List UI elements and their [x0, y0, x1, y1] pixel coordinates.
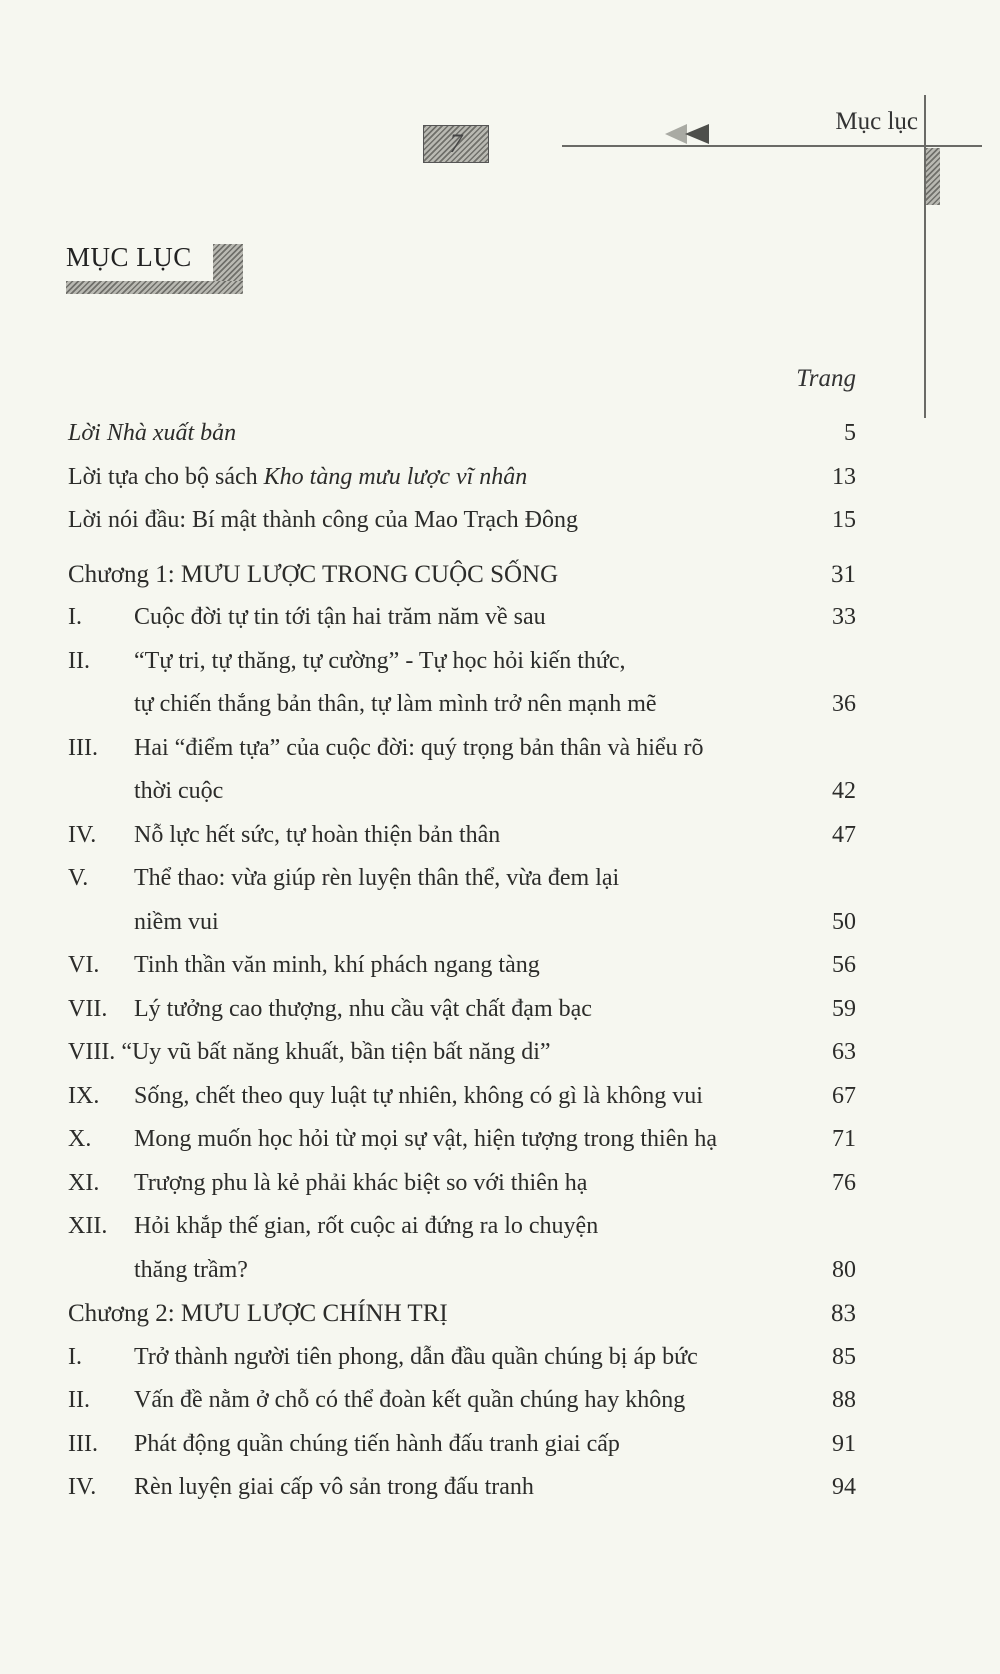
- item-text: Cuộc đời tự tin tới tận hai trăm năm về sau: [134, 604, 546, 630]
- entry-page: 15: [832, 507, 856, 533]
- item-text: “Uy vũ bất năng khuất, bần tiện bất năng di”: [121, 1039, 551, 1065]
- entry-text-prefix: Lời tựa cho bộ sách: [68, 463, 264, 490]
- item-page: 36: [832, 691, 856, 717]
- toc-item[interactable]: [68, 944, 856, 988]
- item-text: Nỗ lực hết sức, tự hoàn thiện bản thân: [134, 821, 501, 848]
- item-text-cont: tự chiến thắng bản thân, tự làm mình trở nên mạnh mẽ: [134, 691, 657, 717]
- item-text: Trở thành người tiên phong, dẫn đầu quần chúng bị áp bức: [134, 1343, 698, 1370]
- item-text: Sống, chết theo quy luật tự nhiên, không có gì là không vui: [134, 1082, 703, 1109]
- item-numeral: IV.: [68, 821, 97, 848]
- toc-item[interactable]: [68, 1118, 856, 1162]
- header-rule: [562, 145, 982, 147]
- toc-item[interactable]: [68, 1162, 856, 1206]
- item-page: 85: [832, 1343, 856, 1370]
- toc-item[interactable]: [68, 1336, 856, 1380]
- item-page: 42: [832, 778, 856, 804]
- double-left-arrow-icon: [665, 124, 717, 146]
- corner-stripe-block: [926, 148, 940, 205]
- item-page: 59: [832, 995, 856, 1022]
- item-numeral: XII.: [68, 1213, 108, 1239]
- toc-item[interactable]: [68, 814, 856, 858]
- item-page: 76: [832, 1169, 856, 1196]
- item-numeral: I.: [68, 604, 82, 630]
- page-number: 7: [449, 129, 463, 158]
- entry-page: 5: [844, 420, 856, 446]
- title-stripe-vertical: [213, 244, 243, 284]
- series-title: Kho tàng mưu lược vĩ nhân: [263, 463, 528, 490]
- toc-entry[interactable]: [68, 499, 856, 543]
- item-page: 67: [832, 1082, 856, 1109]
- item-text: “Tự tri, tự thăng, tự cường” - Tự học hỏi kiến thức,: [134, 647, 626, 674]
- entry-text: Lời Nhà xuất bản: [68, 420, 237, 446]
- chapter-heading[interactable]: [68, 1292, 856, 1336]
- item-page: 33: [832, 604, 856, 630]
- item-text: Phát động quần chúng tiến hành đấu tranh giai cấp: [134, 1430, 620, 1457]
- item-text-cont: niềm vui: [134, 908, 219, 935]
- entry-page: 31: [831, 560, 856, 588]
- item-numeral: V.: [68, 865, 89, 891]
- item-page: 88: [832, 1387, 856, 1413]
- item-numeral: II.: [68, 647, 90, 674]
- page-number-box: [423, 125, 489, 163]
- toc-item[interactable]: [68, 640, 856, 727]
- item-text: Hai “điểm tựa” của cuộc đời: quý trọng bản thân và hiểu rõ: [134, 734, 704, 761]
- item-text: Thể thao: vừa giúp rèn luyện thân thể, vừa đem lại: [134, 865, 620, 891]
- toc-list: [68, 412, 856, 1510]
- item-text: Rèn luyện giai cấp vô sản trong đấu tranh: [134, 1474, 534, 1500]
- toc-item[interactable]: [68, 857, 856, 944]
- chapter-title: Chương 1: MƯU LƯỢC TRONG CUỘC SỐNG: [68, 560, 559, 588]
- title-stripe-horizontal: [66, 281, 243, 294]
- toc-item[interactable]: [68, 1031, 856, 1075]
- toc-entry[interactable]: [68, 412, 856, 456]
- margin-rule: [924, 95, 926, 418]
- item-numeral: X.: [68, 1126, 92, 1152]
- item-page: 80: [832, 1256, 856, 1283]
- entry-text: Lời nói đầu: Bí mật thành công của Mao Trạch Đông: [68, 507, 578, 533]
- item-numeral: I.: [68, 1343, 82, 1370]
- toc-item[interactable]: [68, 988, 856, 1032]
- item-numeral: III.: [68, 734, 98, 761]
- item-text-cont: thăng trầm?: [134, 1256, 248, 1283]
- toc-item[interactable]: [68, 1379, 856, 1423]
- item-numeral: XI.: [68, 1169, 100, 1196]
- item-text: Tinh thần văn minh, khí phách ngang tàng: [134, 952, 540, 978]
- item-page: 63: [832, 1039, 856, 1065]
- toc-item[interactable]: [68, 596, 856, 640]
- toc-entry[interactable]: [68, 456, 856, 500]
- chapter-heading[interactable]: [68, 553, 856, 597]
- item-numeral: II.: [68, 1387, 90, 1413]
- item-numeral: VIII.: [68, 1039, 116, 1065]
- item-numeral: IX.: [68, 1082, 100, 1109]
- item-page: 91: [832, 1430, 856, 1457]
- item-page: 71: [832, 1126, 856, 1152]
- toc-item[interactable]: [68, 1205, 856, 1292]
- item-page: 56: [832, 952, 856, 978]
- entry-page: 13: [832, 463, 856, 490]
- toc-item[interactable]: [68, 1466, 856, 1510]
- toc-item[interactable]: [68, 727, 856, 814]
- entry-text: [68, 456, 816, 500]
- toc-title: MỤC LỤC: [66, 242, 192, 272]
- item-text-cont: thời cuộc: [134, 778, 224, 804]
- item-numeral: VII.: [68, 995, 108, 1022]
- item-page: 47: [832, 821, 856, 848]
- item-page: 94: [832, 1474, 856, 1500]
- toc-item[interactable]: [68, 1075, 856, 1119]
- item-numeral: VI.: [68, 952, 100, 978]
- item-text: Hỏi khắp thế gian, rốt cuộc ai đứng ra lo chuyện: [134, 1213, 599, 1239]
- item-text: Mong muốn học hỏi từ mọi sự vật, hiện tượng trong thiên hạ: [134, 1126, 717, 1152]
- item-numeral: III.: [68, 1430, 98, 1457]
- entry-page: 83: [831, 1300, 856, 1327]
- chapter-title: Chương 2: MƯU LƯỢC CHÍNH TRỊ: [68, 1300, 448, 1327]
- item-text: Vấn đề nằm ở chỗ có thể đoàn kết quần chúng hay không: [134, 1387, 686, 1413]
- item-page: 50: [832, 908, 856, 935]
- item-text: Trượng phu là kẻ phải khác biệt so với thiên hạ: [134, 1169, 588, 1196]
- item-text: Lý tưởng cao thượng, nhu cầu vật chất đạm bạc: [134, 995, 592, 1022]
- item-numeral: IV.: [68, 1474, 97, 1500]
- page-column-header: Trang: [796, 365, 856, 392]
- toc-item[interactable]: [68, 1423, 856, 1467]
- running-title: Mục lục: [835, 108, 918, 135]
